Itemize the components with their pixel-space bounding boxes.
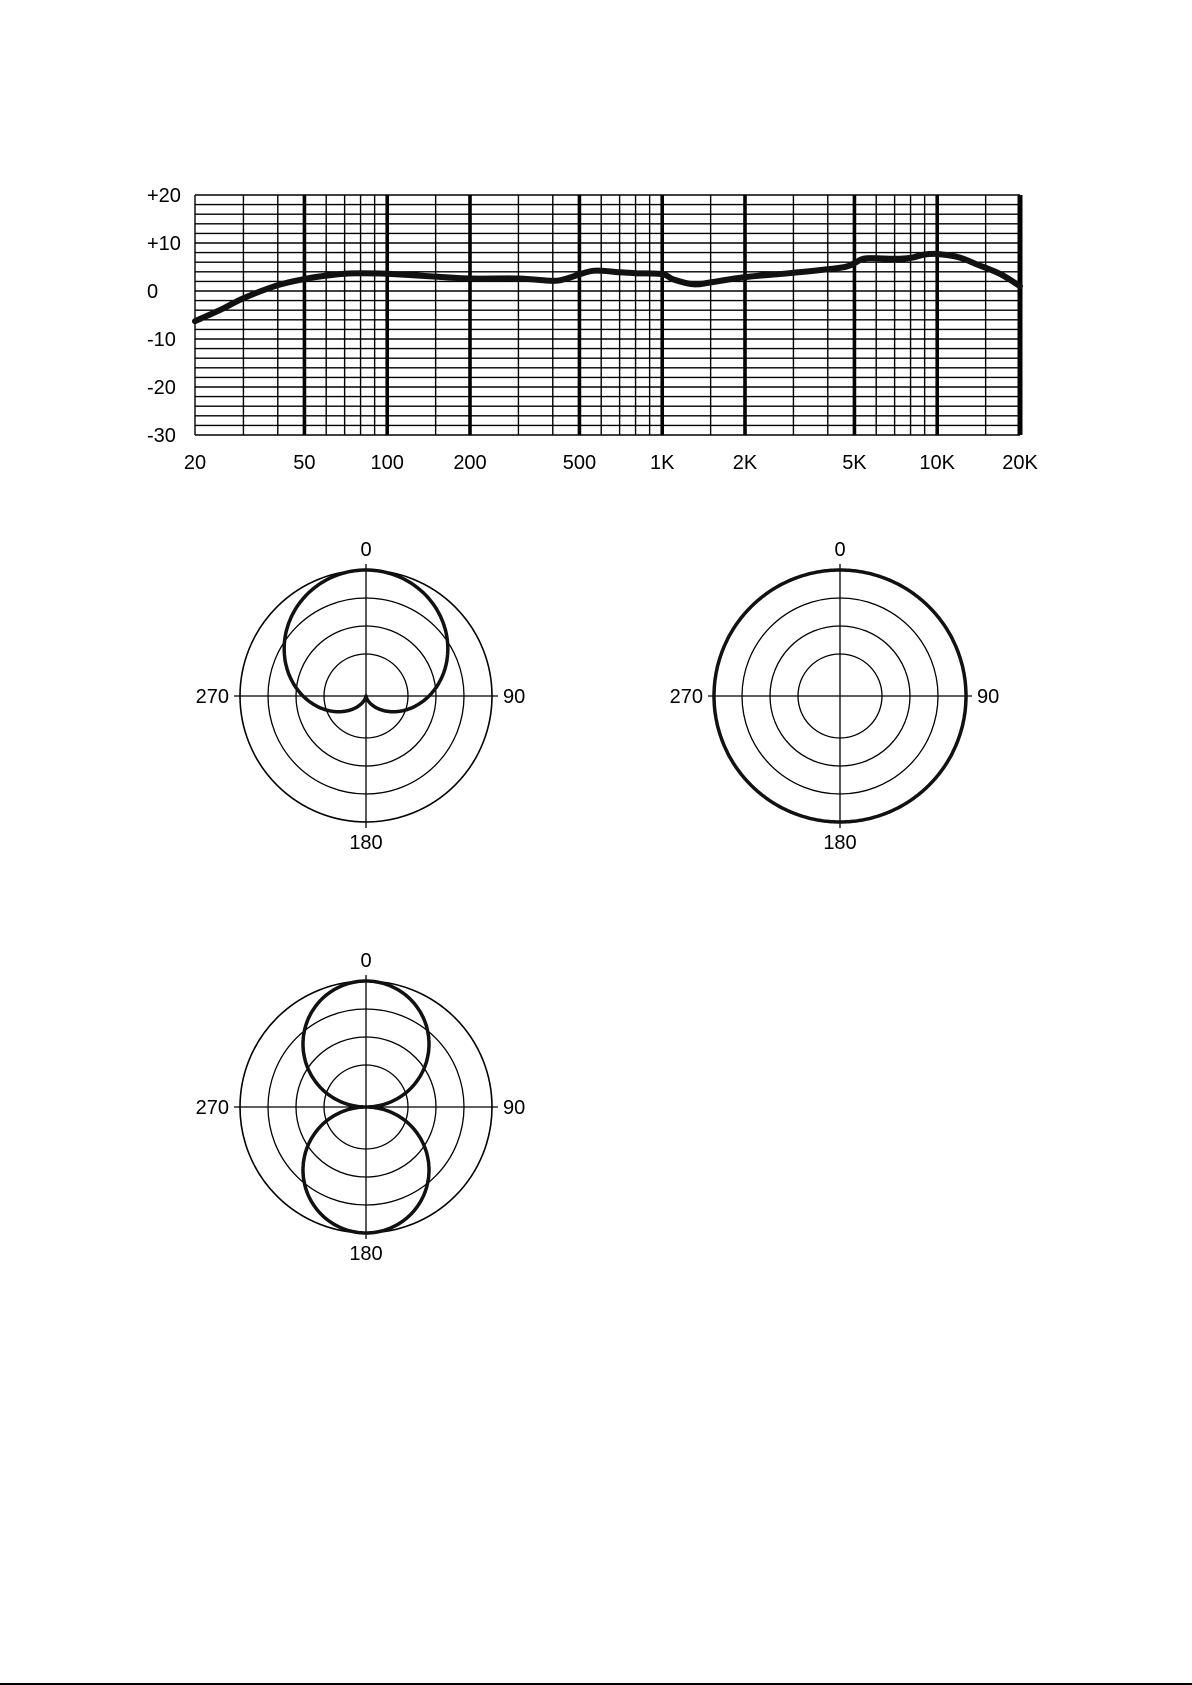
y-tick-label: -30 xyxy=(147,425,176,447)
polar-angle-label: 90 xyxy=(977,686,1000,708)
x-tick-label: 1K xyxy=(649,452,675,474)
y-tick-label: -10 xyxy=(147,329,176,351)
x-tick-label: 500 xyxy=(562,452,597,474)
y-tick-label: -20 xyxy=(147,377,176,399)
x-tick-label: 20 xyxy=(183,452,207,474)
x-tick-label: 50 xyxy=(293,452,316,474)
polar-angle-label: 270 xyxy=(195,686,229,708)
y-tick-label: 0 xyxy=(147,281,159,303)
polar-angle-label: 270 xyxy=(669,686,703,708)
polar-angle-label: 180 xyxy=(349,1243,383,1265)
polar-angle-label: 0 xyxy=(360,950,372,972)
polar-angle-label: 0 xyxy=(834,539,846,561)
x-tick-label: 200 xyxy=(453,452,487,474)
x-tick-label: 100 xyxy=(370,452,404,474)
y-tick-label: +10 xyxy=(147,233,181,255)
x-tick-label: 2K xyxy=(732,452,758,474)
polar-angle-label: 0 xyxy=(360,539,372,561)
y-tick-label: +20 xyxy=(147,185,181,207)
x-tick-label: 5K xyxy=(842,452,867,474)
x-tick-label: 10K xyxy=(919,452,956,474)
polar-angle-label: 180 xyxy=(823,832,857,854)
polar-angle-label: 90 xyxy=(503,686,526,708)
polar-angle-label: 180 xyxy=(349,832,383,854)
polar-angle-label: 90 xyxy=(503,1097,526,1119)
x-tick-label: 20K xyxy=(1002,452,1038,474)
polar-angle-label: 270 xyxy=(195,1097,229,1119)
